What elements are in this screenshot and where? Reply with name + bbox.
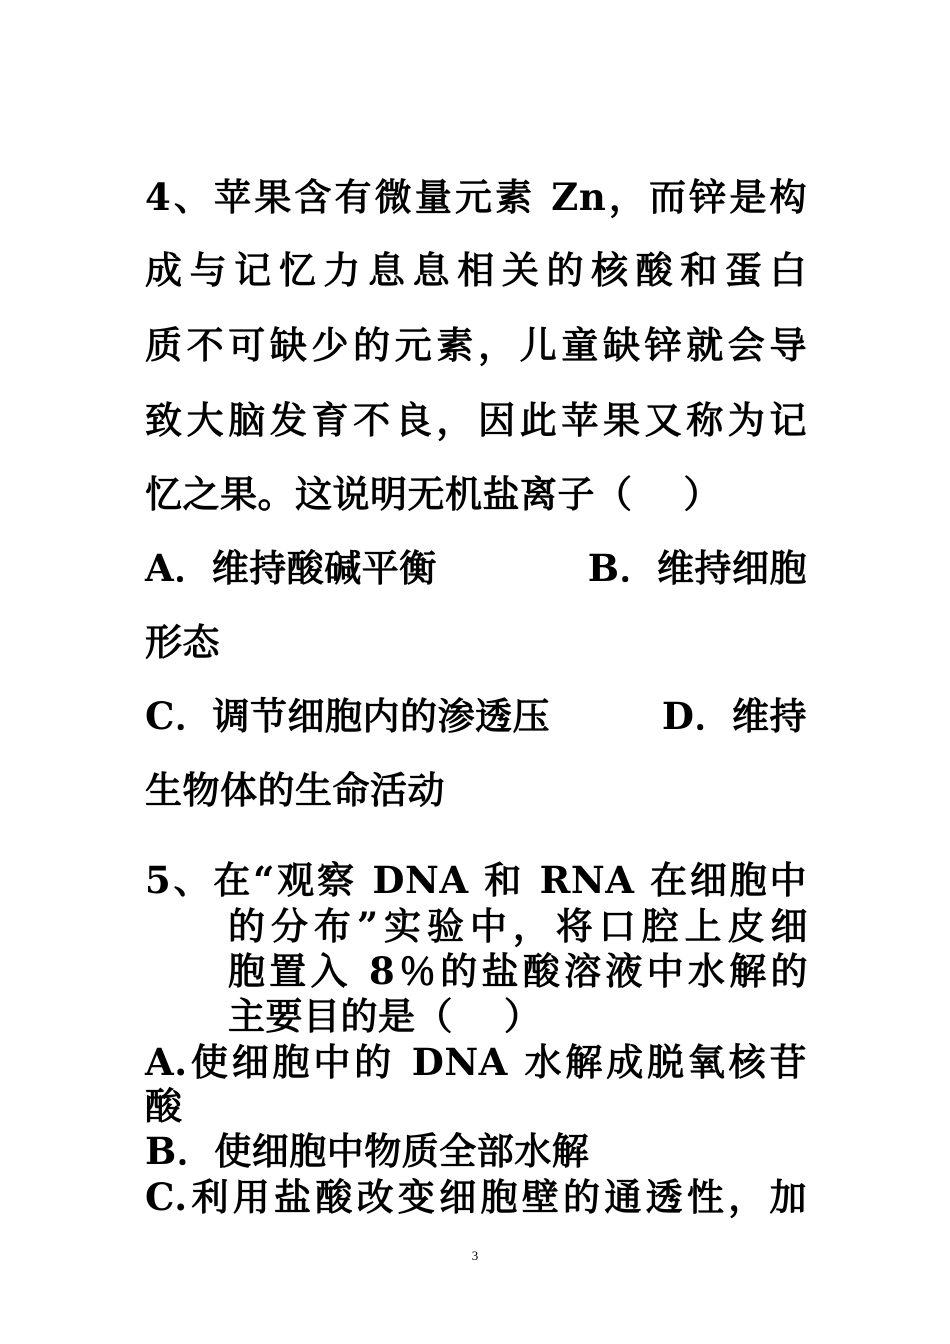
q4-stem-line-3: 质不可缺少的元素，儿童缺锌就会导 <box>145 323 807 367</box>
q5-stem-line-1: 5、在“观察 DNA 和 RNA 在细胞中 <box>145 858 807 902</box>
q4-options-row-ab <box>145 545 807 591</box>
q5-option-a-line-2: 酸 <box>145 1084 183 1128</box>
q5-stem-line-2: 的分布”实验中，将口腔上皮细 <box>228 904 808 948</box>
q4-option-b-continuation: 形态 <box>145 620 220 664</box>
q4-options-row-cd <box>145 693 807 739</box>
q4-option-d: D．维持 <box>661 694 807 738</box>
q4-option-b: B．维持细胞 <box>587 546 807 590</box>
q4-stem-line-4: 致大脑发育不良，因此苹果又称为记 <box>145 398 807 442</box>
q5-stem-line-3: 胞置入 8％的盐酸溶液中水解的 <box>228 949 808 993</box>
page-number: 3 <box>471 1248 479 1263</box>
q5-option-a-line-1: A.使细胞中的 DNA 水解成脱氧核苷 <box>145 1040 807 1084</box>
q4-stem-line-5: 忆之果。这说明无机盐离子（ ） <box>145 472 721 516</box>
q4-option-a: A．维持酸碱平衡 <box>145 546 437 590</box>
q5-option-c-line-1: C.利用盐酸改变细胞壁的通透性，加 <box>145 1175 807 1219</box>
q4-option-c: C．调节细胞内的渗透压 <box>145 694 550 738</box>
q4-stem-line-2: 成与记忆力息息相关的核酸和蛋白 <box>145 248 807 292</box>
q5-stem-line-4: 主要目的是（ ） <box>228 994 542 1038</box>
q4-option-d-continuation: 生物体的生命活动 <box>145 768 445 812</box>
q4-stem-line-1: 4、苹果含有微量元素 Zn，而锌是构 <box>145 175 807 219</box>
q5-option-b: B．使细胞中物质全部水解 <box>145 1129 590 1173</box>
